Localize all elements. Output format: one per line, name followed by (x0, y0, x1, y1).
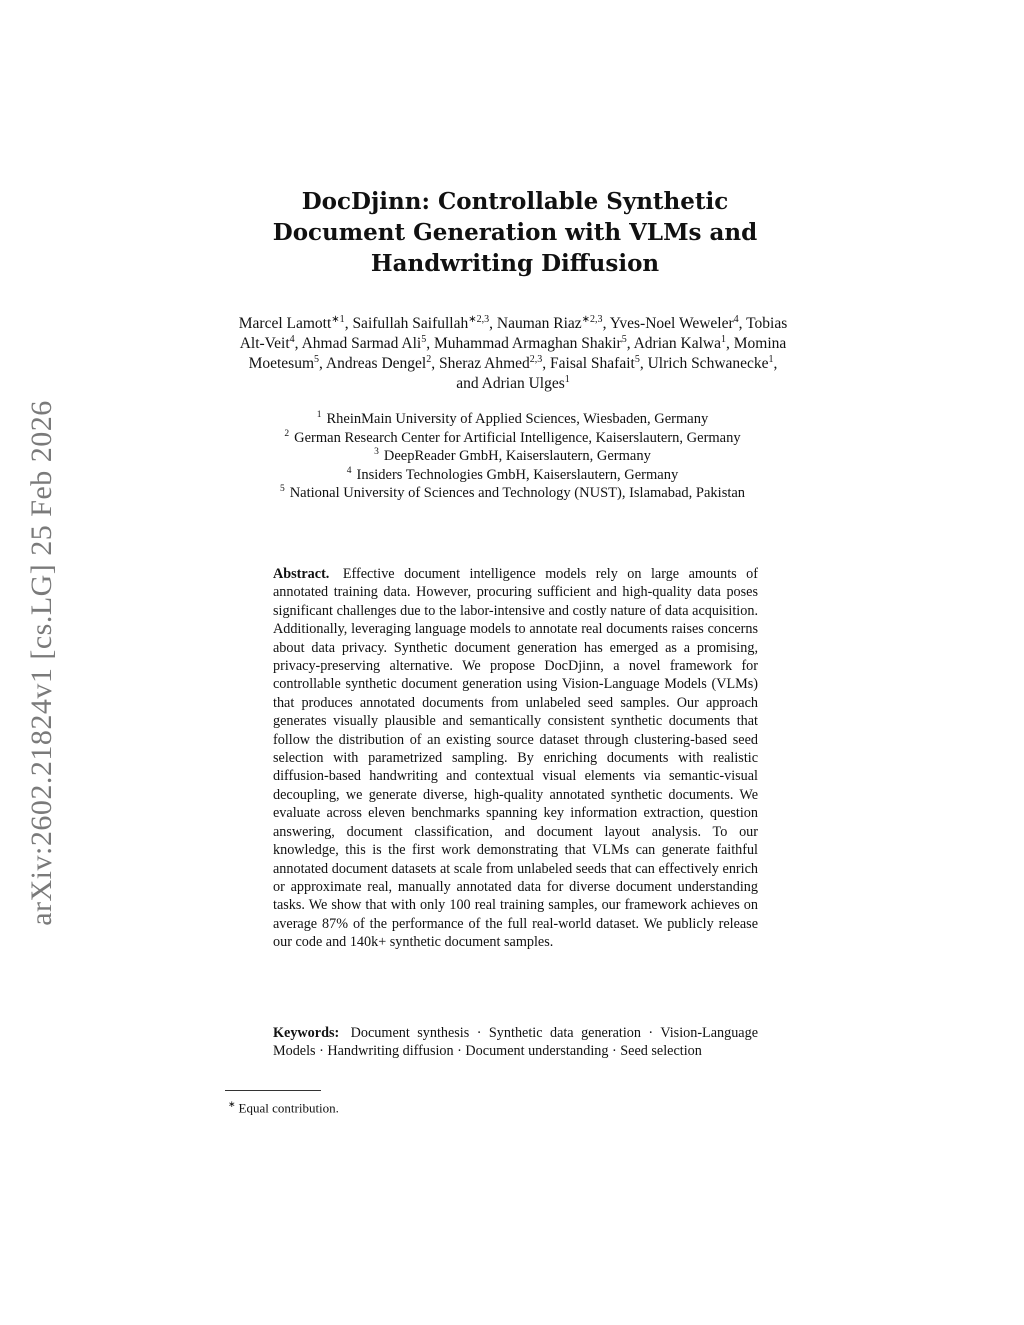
affiliation-list (220, 410, 805, 503)
author-list: Marcel Lamott$^{∗1}$, Saifullah Saifullah$^{∗2,3}$, Nauman Riaz$^{∗2,3}$, Yves-Noel Weweler$^4$, Tobias Alt-Veit$^4$, Ahmad Sarmad Ali$^5$, Muhammad Armaghan Shakir$^5$, Adrian Kalwa$^1$, Momina Moetesum$^5$, Andreas Dengel$^2$, Sheraz Ahmed$^{2,3}$, Faisal Shafait$^5$, Ulrich Schwanecke$^1$, and Adrian Ulges$^1$ (238, 313, 788, 392)
keywords-label: Keywords: (273, 1025, 340, 1041)
footnote-divider (225, 1090, 321, 1091)
author: Nauman Riaz$^{∗2,3}$ (496, 313, 603, 332)
author: Ulrich Schwanecke$^1$ (647, 353, 774, 372)
arxiv-identifier-stamp: arXiv:2602.21824v1 [cs.LG] 25 Feb 2026 (25, 400, 58, 926)
author: Andreas Dengel$^2$ (325, 353, 432, 372)
footnote (228, 1096, 339, 1116)
keywords (273, 1024, 758, 1061)
affiliation: $^3$ DeepReader GmbH, Kaiserslautern, Germany (374, 447, 651, 464)
author: Sheraz Ahmed$^{2,3}$ (438, 353, 543, 372)
affiliation: $^5$ National University of Sciences and Technology (NUST), Islamabad, Pakistan (279, 484, 746, 501)
abstract (273, 565, 758, 952)
abstract-label: Abstract. (273, 566, 330, 582)
author: Adrian Kalwa$^1$ (633, 333, 726, 352)
keywords-text: Document synthesis · Synthetic data generation · Vision-Language Models · Handwriting diffusion · Document understanding · Seed selection (273, 1025, 758, 1060)
author: Faisal Shafait$^5$ (550, 353, 640, 372)
paper-title: DocDjinn: Controllable Synthetic Document Generation with VLMs and Handwriting Diffusion (272, 188, 758, 277)
footnote-text: Equal contribution. (238, 1100, 339, 1116)
author: Tobias Alt-Veit$^4$ (239, 315, 788, 352)
author: Muhammad Armaghan Shakir$^5$ (434, 333, 627, 352)
abstract-text: Effective document intelligence models rely on large amounts of annotated training data. However, procuring sufficient and high-quality data poses significant challenges due to the labor-intensive and costly nature of data acquisition. Additionally, leveraging language models to annotate real documents raises concerns about data privacy. Synthetic document generation has emerged as a promising, privacy-preserving alternative. We propose DocDjinn, a novel framework for controllable synthetic document generation using Vision-Language Models (VLMs) that produces annotated documents from unlabeled seed samples. Our approach generates visually plausible and semantically consistent synthetic documents that follow the distribution of an existing source dataset through clustering-based seed selection with parametrized sampling. By enriching documents with realistic diffusion-based handwriting and contextual visual elements via semantic-visual decoupling, we generate diverse, high-quality annotated synthetic documents. We evaluate across eleven benchmarks spanning key information extraction, question answering, document classification, and document layout analysis. To our knowledge, this is the first work demonstrating that VLMs can generate faithful annotated document datasets at scale from unlabeled seeds that can effectively enrich or approximate real, manually annotated data for diverse document understanding tasks. We show that with only 100 real training samples, our framework achieves on average 87% of the performance of the full real-world dataset. We publicly release our code and 140k+ synthetic document samples. (273, 566, 759, 951)
author: Ahmad Sarmad Ali$^5$ (301, 333, 427, 352)
author: Saifullah Saifullah$^{∗2,3}$ (352, 313, 490, 332)
author: Yves-Noel Weweler$^4$ (609, 313, 739, 332)
affiliation: $^1$ RheinMain University of Applied Sciences, Wiesbaden, Germany (316, 410, 709, 427)
footnote-mark: ∗ (228, 1099, 236, 1109)
affiliation: $^2$ German Research Center for Artificial Intelligence, Kaiserslautern, Germany (284, 428, 741, 446)
author: Adrian Ulges$^1$ (481, 373, 570, 392)
author: Marcel Lamott$^{∗1}$ (238, 313, 345, 332)
affiliation: $^4$ Insiders Technologies GmbH, Kaiserslautern, Germany (346, 465, 679, 483)
author: Momina Moetesum$^5$ (248, 335, 787, 372)
